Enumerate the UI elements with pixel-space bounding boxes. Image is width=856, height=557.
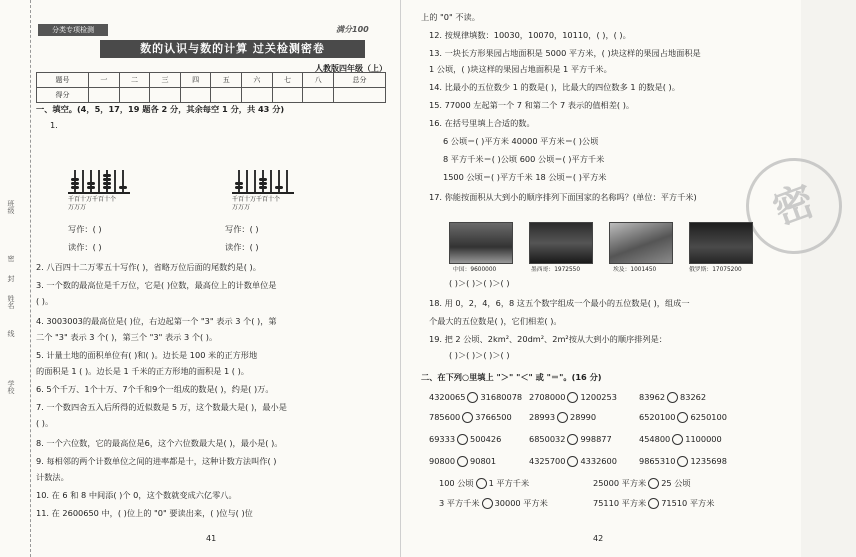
comparison-blank[interactable]: [677, 456, 688, 467]
question-line: 1500 公顷＝( )平方千米 18 公顷＝( )平方米: [443, 172, 607, 182]
country-photo-china: [449, 222, 513, 264]
comparison-right: 4332600: [580, 456, 617, 466]
comparison-blank[interactable]: [457, 434, 468, 445]
question-line: 12. 按规律填数：10030，10070，10110，( )，( )。: [429, 30, 631, 40]
comparison-right: 31680078: [480, 392, 523, 402]
answer-line[interactable]: ( )＞( )＞( )＞( ): [449, 350, 510, 360]
comparison-blank[interactable]: [567, 392, 578, 403]
score-input[interactable]: [180, 88, 211, 103]
comparison-right: 83262: [680, 392, 707, 402]
country-label: 中国：9600000: [453, 267, 497, 273]
country-photo-russia: [689, 222, 753, 264]
question-line: 6 公顷＝( )平方米 40000 平方米＝( )公顷: [443, 136, 599, 146]
question-line: 计数法。: [36, 472, 69, 482]
comparison-left: 69333: [429, 434, 456, 444]
question-line: 个最大的五位数是( )，它们相差( )。: [429, 316, 562, 326]
question-line: 2. 八百四十二万零五十写作( )，省略万位后面的尾数约是( )。: [36, 262, 261, 272]
score-table: [36, 72, 386, 103]
score-input[interactable]: [150, 88, 181, 103]
edition-label: 人教版四年级（上）: [315, 64, 387, 73]
q1-read-a[interactable]: 读作：( ): [68, 242, 102, 252]
margin-seal-2: 封: [7, 275, 15, 282]
comparison-blank[interactable]: [567, 434, 578, 445]
question-line: 上的 "0" 不读。: [421, 12, 480, 22]
comparison-item: [639, 392, 706, 403]
question-line: 3. 一个数的最高位是千万位，它是( )位数，最高位上的计数单位是: [36, 280, 277, 290]
question-line: 11. 在 2600650 中，( )位上的 "0" 要读出来，( )位与( )位: [36, 508, 253, 518]
comparison-right: 25 公顷: [661, 478, 691, 488]
question-line: 5. 计量土地的面积单位有( )和( )。边长是 100 米的正方形地: [36, 350, 258, 360]
comparison-left: 454800: [639, 434, 671, 444]
margin-label-school: 学校: [7, 380, 15, 394]
comparison-right: 30000 平方米: [494, 498, 548, 508]
question-line: 17. 你能按面积从大到小的顺序排列下面国家的名称吗？(单位：平方千米): [429, 192, 697, 202]
question-line: 16. 在括号里填上合适的数。: [429, 118, 535, 128]
comparison-left: 6520100: [639, 412, 676, 422]
q1-write-a[interactable]: 写作：( ): [68, 224, 102, 234]
abacus-place-labels-2: 万万万: [68, 204, 87, 211]
comparison-item: [639, 412, 727, 423]
category-badge: 分类专项检测: [38, 24, 108, 36]
country-label: 俄罗斯：17075200: [689, 267, 742, 273]
score-input[interactable]: [89, 88, 120, 103]
score-input[interactable]: [333, 88, 385, 103]
comparison-left: 9865310: [639, 456, 676, 466]
question-line: ( )。: [36, 418, 54, 428]
comparison-item: [529, 434, 612, 445]
comparison-right: 1 平方千米: [488, 478, 530, 488]
question-line: 9. 每相邻的两个计数单位之间的进率都是十，这种计数方法叫作( ): [36, 456, 277, 466]
comparison-left: 6850032: [529, 434, 566, 444]
page-number: 41: [206, 534, 217, 543]
question-line: ( )。: [36, 296, 54, 306]
score-input[interactable]: [242, 88, 273, 103]
country-label: 埃及：1001450: [613, 267, 657, 273]
comparison-blank[interactable]: [457, 456, 468, 467]
comparison-item: [639, 456, 727, 467]
comparison-blank[interactable]: [462, 412, 473, 423]
comparison-right: 28990: [570, 412, 597, 422]
score-input[interactable]: [119, 88, 150, 103]
margin-label-name: 姓名: [7, 295, 15, 309]
question-line: 18. 用 0，2，4，6，8 这五个数字组成一个最小的五位数是( )，组成一: [429, 298, 690, 308]
comparison-item: [439, 478, 529, 489]
question-line: 19. 把 2 公顷、2km²、20dm²、2m²按从大到小的顺序排列是：: [429, 334, 667, 344]
score-input[interactable]: [211, 88, 242, 103]
q1-number: 1.: [50, 120, 58, 130]
comparison-blank[interactable]: [667, 392, 678, 403]
country-label: 墨西哥：1972550: [531, 267, 581, 273]
comparison-blank[interactable]: [672, 434, 683, 445]
country-photo-mexico: [529, 222, 593, 264]
comparison-blank[interactable]: [557, 412, 568, 423]
comparison-item: [439, 498, 548, 509]
page-title: 数的认识与数的计算 过关检测密卷: [100, 40, 365, 58]
abacus-place-labels-2: 万万万: [232, 204, 251, 211]
score-table-score-row: [37, 88, 386, 103]
question-line: 的面积是 1 ( )。边长是 1 千米的正方形地的面积是 1 ( )。: [36, 366, 249, 376]
abacus-place-labels: 千百十万千百十个: [68, 196, 117, 203]
score-table-header-row: [37, 73, 386, 88]
comparison-left: 100 公顷: [439, 478, 474, 488]
q1-write-b[interactable]: 写作：( ): [225, 224, 259, 234]
comparison-left: 75110 平方米: [593, 498, 647, 508]
margin-seal-1: 密: [7, 255, 15, 262]
question-line: 4. 3003003的最高位是( )位，右边起第一个 "3" 表示 3 个( )，第: [36, 316, 277, 326]
comparison-left: 4325700: [529, 456, 566, 466]
comparison-item: [593, 498, 714, 509]
country-photo-egypt: [609, 222, 673, 264]
comparison-blank[interactable]: [482, 498, 493, 509]
score-cell: 三: [150, 73, 181, 88]
question-line: 13. 一块长方形果园占地面积是 5000 平方米，( )块这样的果园占地面积是: [429, 48, 701, 58]
comparison-item: [639, 434, 722, 445]
question-line: 10. 在 6 和 8 中间添( )个 0，这个数就变成六亿零八。: [36, 490, 237, 500]
comparison-item: [593, 478, 691, 489]
comparison-right: 500426: [470, 434, 502, 444]
section-2-heading: 二、在下列○里填上 "＞" "＜" 或 "＝"。(16 分): [421, 372, 602, 382]
comparison-left: 83962: [639, 392, 666, 402]
comparison-blank[interactable]: [476, 478, 487, 489]
question-line: 14. 比最小的五位数少 1 的数是( )，比最大的四位数多 1 的数是( )。: [429, 82, 680, 92]
margin-seal-3: 线: [7, 330, 15, 337]
answer-line[interactable]: ( )＞( )＞( )＞( ): [449, 278, 510, 288]
question-line: 8 平方千米＝( )公顷 600 公顷＝( )平方千米: [443, 154, 605, 164]
score-cell: 六: [242, 73, 273, 88]
comparison-right: 998877: [580, 434, 612, 444]
page-number: 42: [593, 534, 604, 543]
comparison-right: 1235698: [690, 456, 727, 466]
comparison-left: 785600: [429, 412, 461, 422]
comparison-item: [429, 392, 522, 403]
abacus-a: [68, 170, 130, 211]
comparison-blank[interactable]: [677, 412, 688, 423]
binding-margin: [0, 0, 31, 557]
comparison-item: [529, 392, 617, 403]
score-cell: 总分: [333, 73, 385, 88]
left-page: [0, 0, 400, 557]
question-line: 15. 77000 左起第一个 7 和第二个 7 表示的值相差( )。: [429, 100, 635, 110]
abacus-place-labels: 千百十万千百十个: [232, 196, 281, 203]
comparison-item: [429, 434, 501, 445]
question-line: 6. 5个千万、1个十万、7个千和9个一组成的数是( )，约是( )万。: [36, 384, 274, 394]
margin-label-class: 班级: [7, 200, 15, 214]
comparison-blank[interactable]: [648, 498, 659, 509]
comparison-left: 2708000: [529, 392, 566, 402]
score-input[interactable]: [272, 88, 303, 103]
comparison-item: [429, 412, 512, 423]
score-input[interactable]: [303, 88, 334, 103]
question-line: 8. 一个六位数，它的最高位是6，这个六位数最大是( )，最小是( )。: [36, 438, 283, 448]
score-total: 满分100: [336, 25, 369, 34]
question-line: 二个 "3" 表示 3 个( )，第三个 "3" 表示 3 个( )。: [36, 332, 218, 342]
score-cell: 二: [119, 73, 150, 88]
comparison-left: 90800: [429, 456, 456, 466]
score-cell: 八: [303, 73, 334, 88]
comparison-left: 3 平方千米: [439, 498, 480, 508]
abacus-b: [232, 170, 294, 211]
section-1-heading: 一、填空。(4，5，17，19 题各 2 分，其余每空 1 分，共 43 分): [36, 104, 285, 114]
comparison-right: 1100000: [685, 434, 722, 444]
score-cell: 一: [89, 73, 120, 88]
score-cell: 五: [211, 73, 242, 88]
comparison-blank[interactable]: [567, 456, 578, 467]
score-cell: 四: [180, 73, 211, 88]
score-cell: 得分: [37, 88, 89, 103]
score-cell: 题号: [37, 73, 89, 88]
comparison-right: 71510 平方米: [661, 498, 715, 508]
score-cell: 七: [272, 73, 303, 88]
comparison-right: 3766500: [475, 412, 512, 422]
comparison-item: [429, 456, 496, 467]
comparison-right: 1200253: [580, 392, 617, 402]
comparison-item: [529, 456, 617, 467]
comparison-item: [529, 412, 596, 423]
comparison-blank[interactable]: [467, 392, 478, 403]
comparison-right: 6250100: [690, 412, 727, 422]
q1-read-b[interactable]: 读作：( ): [225, 242, 259, 252]
question-line: 1 公顷，( )块这样的果园占地面积是 1 平方千米。: [429, 64, 612, 74]
question-line: 7. 一个数四舍五入后所得的近似数是 5 万，这个数最大是( )，最小是: [36, 402, 287, 412]
right-page: [400, 0, 821, 557]
watermark-stamp: 密: [732, 144, 855, 267]
comparison-left: 28993: [529, 412, 556, 422]
comparison-right: 90801: [470, 456, 497, 466]
comparison-left: 25000 平方米: [593, 478, 647, 488]
comparison-left: 4320065: [429, 392, 466, 402]
comparison-blank[interactable]: [648, 478, 659, 489]
